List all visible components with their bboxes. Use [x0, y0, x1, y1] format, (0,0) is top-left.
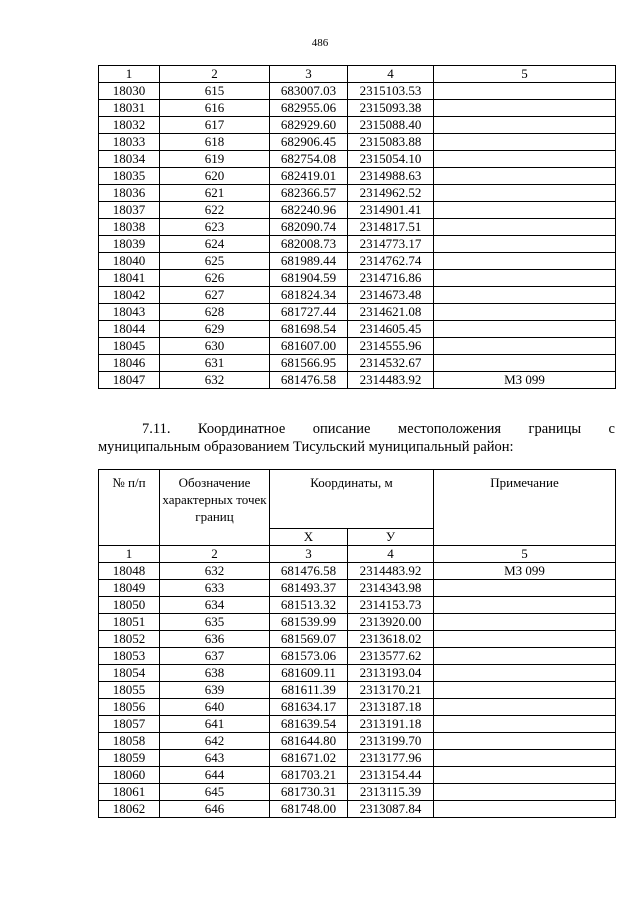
table-row — [99, 750, 616, 767]
table-row — [99, 219, 616, 236]
header-coordinates: Координаты, м — [270, 470, 434, 529]
cell-coord-x: 683007.03 — [270, 83, 348, 100]
cell-coord-x: 681611.39 — [270, 682, 348, 699]
cell-boundary-point: 624 — [160, 236, 270, 253]
cell-note — [434, 580, 616, 597]
column-number-row — [99, 66, 616, 83]
cell-note — [434, 202, 616, 219]
cell-coord-y: 2313618.02 — [348, 631, 434, 648]
cell-point-number: 18042 — [99, 287, 160, 304]
cell-point-number: 18055 — [99, 682, 160, 699]
cell-note — [434, 801, 616, 818]
cell-boundary-point: 633 — [160, 580, 270, 597]
cell-note — [434, 716, 616, 733]
cell-boundary-point: 619 — [160, 151, 270, 168]
cell-coord-x: 681569.07 — [270, 631, 348, 648]
cell-coord-y: 2313087.84 — [348, 801, 434, 818]
cell-boundary-point: 643 — [160, 750, 270, 767]
cell-point-number: 18060 — [99, 767, 160, 784]
cell-boundary-point: 641 — [160, 716, 270, 733]
cell-note — [434, 270, 616, 287]
table-row — [99, 304, 616, 321]
cell-boundary-point: 638 — [160, 665, 270, 682]
cell-coord-y: 2314773.17 — [348, 236, 434, 253]
column-number: 3 — [270, 546, 348, 563]
cell-point-number: 18057 — [99, 716, 160, 733]
cell-point-number: 18048 — [99, 563, 160, 580]
cell-boundary-point: 636 — [160, 631, 270, 648]
cell-point-number: 18052 — [99, 631, 160, 648]
cell-point-number: 18036 — [99, 185, 160, 202]
cell-coord-y: 2314343.98 — [348, 580, 434, 597]
cell-note — [434, 355, 616, 372]
page-number: 486 — [311, 37, 329, 49]
cell-note — [434, 338, 616, 355]
cell-boundary-point: 616 — [160, 100, 270, 117]
cell-point-number: 18039 — [99, 236, 160, 253]
cell-coord-y: 2314817.51 — [348, 219, 434, 236]
cell-note — [434, 648, 616, 665]
table-row — [99, 665, 616, 682]
cell-coord-x: 681513.32 — [270, 597, 348, 614]
cell-coord-y: 2314988.63 — [348, 168, 434, 185]
cell-point-number: 18041 — [99, 270, 160, 287]
cell-coord-y: 2314532.67 — [348, 355, 434, 372]
cell-note — [434, 614, 616, 631]
column-number: 3 — [270, 66, 348, 83]
cell-point-number: 18054 — [99, 665, 160, 682]
cell-boundary-point: 623 — [160, 219, 270, 236]
table-row — [99, 355, 616, 372]
cell-boundary-point: 642 — [160, 733, 270, 750]
table-row — [99, 648, 616, 665]
table-row — [99, 767, 616, 784]
cell-boundary-point: 637 — [160, 648, 270, 665]
cell-boundary-point: 639 — [160, 682, 270, 699]
header-note: Примечание — [434, 470, 616, 546]
cell-coord-x: 681989.44 — [270, 253, 348, 270]
cell-coord-x: 681727.44 — [270, 304, 348, 321]
cell-boundary-point: 646 — [160, 801, 270, 818]
cell-note — [434, 134, 616, 151]
cell-coord-y: 2314153.73 — [348, 597, 434, 614]
cell-note — [434, 750, 616, 767]
header-designation: Обозначение характерных точек границ — [160, 470, 270, 546]
cell-note — [434, 236, 616, 253]
header-y: У — [348, 529, 434, 546]
cell-boundary-point: 625 — [160, 253, 270, 270]
table-row — [99, 253, 616, 270]
cell-point-number: 18061 — [99, 784, 160, 801]
cell-coord-x: 681730.31 — [270, 784, 348, 801]
cell-coord-y: 2313191.18 — [348, 716, 434, 733]
column-number: 2 — [160, 546, 270, 563]
cell-coord-y: 2314962.52 — [348, 185, 434, 202]
cell-coord-x: 681644.80 — [270, 733, 348, 750]
table-row — [99, 83, 616, 100]
table-row — [99, 100, 616, 117]
cell-boundary-point: 627 — [160, 287, 270, 304]
cell-coord-y: 2313177.96 — [348, 750, 434, 767]
column-number-row — [99, 546, 616, 563]
cell-coord-x: 681539.99 — [270, 614, 348, 631]
cell-coord-y: 2315083.88 — [348, 134, 434, 151]
cell-coord-x: 682754.08 — [270, 151, 348, 168]
cell-coord-x: 681493.37 — [270, 580, 348, 597]
cell-coord-y: 2314483.92 — [348, 372, 434, 389]
cell-point-number: 18049 — [99, 580, 160, 597]
cell-point-number: 18034 — [99, 151, 160, 168]
column-number: 4 — [348, 66, 434, 83]
cell-note — [434, 631, 616, 648]
cell-boundary-point: 626 — [160, 270, 270, 287]
cell-coord-y: 2313920.00 — [348, 614, 434, 631]
table-row — [99, 597, 616, 614]
cell-boundary-point: 640 — [160, 699, 270, 716]
cell-point-number: 18038 — [99, 219, 160, 236]
cell-coord-y: 2314483.92 — [348, 563, 434, 580]
cell-coord-y: 2313154.44 — [348, 767, 434, 784]
cell-note — [434, 168, 616, 185]
cell-note — [434, 682, 616, 699]
cell-point-number: 18037 — [99, 202, 160, 219]
cell-coord-x: 681566.95 — [270, 355, 348, 372]
table-row — [99, 580, 616, 597]
table-row — [99, 614, 616, 631]
table-row — [99, 202, 616, 219]
column-number: 2 — [160, 66, 270, 83]
column-number: 1 — [99, 66, 160, 83]
table-row — [99, 236, 616, 253]
table-row — [99, 716, 616, 733]
table-row — [99, 372, 616, 389]
cell-point-number: 18059 — [99, 750, 160, 767]
cell-coord-y: 2313199.70 — [348, 733, 434, 750]
column-number: 1 — [99, 546, 160, 563]
cell-coord-x: 681609.11 — [270, 665, 348, 682]
cell-coord-y: 2313577.62 — [348, 648, 434, 665]
cell-coord-y: 2314716.86 — [348, 270, 434, 287]
cell-boundary-point: 618 — [160, 134, 270, 151]
cell-note — [434, 287, 616, 304]
cell-point-number: 18043 — [99, 304, 160, 321]
table-row — [99, 321, 616, 338]
cell-point-number: 18047 — [99, 372, 160, 389]
cell-coord-y: 2313187.18 — [348, 699, 434, 716]
cell-boundary-point: 617 — [160, 117, 270, 134]
cell-note — [434, 304, 616, 321]
table-row — [99, 784, 616, 801]
cell-coord-x: 682090.74 — [270, 219, 348, 236]
cell-boundary-point: 632 — [160, 563, 270, 580]
table-row — [99, 338, 616, 355]
cell-boundary-point: 622 — [160, 202, 270, 219]
table-row — [99, 682, 616, 699]
table-row — [99, 801, 616, 818]
cell-note — [434, 219, 616, 236]
cell-note — [434, 699, 616, 716]
header-x: Х — [270, 529, 348, 546]
table-row — [99, 185, 616, 202]
table-row — [99, 134, 616, 151]
cell-coord-x: 682240.96 — [270, 202, 348, 219]
cell-coord-x: 681824.34 — [270, 287, 348, 304]
cell-point-number: 18040 — [99, 253, 160, 270]
cell-note — [434, 733, 616, 750]
column-number: 5 — [434, 546, 616, 563]
section-heading-line-1: 7.11. Координатное описание местоположения границы с — [142, 421, 615, 437]
cell-coord-y: 2313193.04 — [348, 665, 434, 682]
cell-coord-y: 2314673.48 — [348, 287, 434, 304]
cell-note — [434, 253, 616, 270]
cell-coord-x: 682008.73 — [270, 236, 348, 253]
column-number: 5 — [434, 66, 616, 83]
cell-coord-y: 2314605.45 — [348, 321, 434, 338]
coordinates-table-continued — [98, 65, 616, 389]
cell-boundary-point: 644 — [160, 767, 270, 784]
table-row — [99, 168, 616, 185]
cell-point-number: 18035 — [99, 168, 160, 185]
cell-boundary-point: 645 — [160, 784, 270, 801]
cell-coord-x: 681671.02 — [270, 750, 348, 767]
cell-note — [434, 117, 616, 134]
cell-point-number: 18050 — [99, 597, 160, 614]
cell-boundary-point: 634 — [160, 597, 270, 614]
cell-coord-x: 682419.01 — [270, 168, 348, 185]
table-row — [99, 270, 616, 287]
cell-coord-y: 2315093.38 — [348, 100, 434, 117]
cell-point-number: 18044 — [99, 321, 160, 338]
cell-point-number: 18051 — [99, 614, 160, 631]
cell-note — [434, 83, 616, 100]
cell-coord-x: 681639.54 — [270, 716, 348, 733]
cell-point-number: 18031 — [99, 100, 160, 117]
cell-note — [434, 767, 616, 784]
section-heading-line-2: муниципальным образованием Тисульский муниципальный район: — [98, 439, 514, 455]
cell-boundary-point: 635 — [160, 614, 270, 631]
cell-note — [434, 784, 616, 801]
cell-coord-y: 2314621.08 — [348, 304, 434, 321]
column-number: 4 — [348, 546, 434, 563]
cell-note — [434, 100, 616, 117]
cell-point-number: 18046 — [99, 355, 160, 372]
cell-coord-x: 681476.58 — [270, 372, 348, 389]
cell-coord-x: 682955.06 — [270, 100, 348, 117]
section-heading — [98, 420, 615, 456]
cell-coord-x: 682906.45 — [270, 134, 348, 151]
cell-note — [434, 185, 616, 202]
table-row — [99, 563, 616, 580]
cell-note: МЗ 099 — [434, 563, 616, 580]
cell-point-number: 18056 — [99, 699, 160, 716]
cell-note — [434, 321, 616, 338]
coordinates-table-tisulsky — [98, 469, 616, 818]
cell-point-number: 18053 — [99, 648, 160, 665]
cell-coord-x: 681634.17 — [270, 699, 348, 716]
cell-coord-y: 2314901.41 — [348, 202, 434, 219]
table-row — [99, 151, 616, 168]
cell-coord-x: 681698.54 — [270, 321, 348, 338]
cell-boundary-point: 630 — [160, 338, 270, 355]
table-row — [99, 699, 616, 716]
cell-point-number: 18033 — [99, 134, 160, 151]
cell-boundary-point: 629 — [160, 321, 270, 338]
cell-coord-x: 682366.57 — [270, 185, 348, 202]
cell-coord-x: 681607.00 — [270, 338, 348, 355]
cell-boundary-point: 632 — [160, 372, 270, 389]
cell-coord-y: 2314555.96 — [348, 338, 434, 355]
cell-coord-y: 2315088.40 — [348, 117, 434, 134]
table-row — [99, 287, 616, 304]
cell-note — [434, 665, 616, 682]
cell-note — [434, 597, 616, 614]
cell-boundary-point: 628 — [160, 304, 270, 321]
table-row — [99, 733, 616, 750]
cell-coord-x: 682929.60 — [270, 117, 348, 134]
cell-coord-y: 2313115.39 — [348, 784, 434, 801]
cell-boundary-point: 615 — [160, 83, 270, 100]
cell-coord-y: 2315103.53 — [348, 83, 434, 100]
cell-note: МЗ 099 — [434, 372, 616, 389]
cell-point-number: 18032 — [99, 117, 160, 134]
table-row — [99, 117, 616, 134]
table-row — [99, 631, 616, 648]
cell-coord-x: 681573.06 — [270, 648, 348, 665]
cell-coord-x: 681703.21 — [270, 767, 348, 784]
cell-coord-y: 2314762.74 — [348, 253, 434, 270]
cell-point-number: 18045 — [99, 338, 160, 355]
cell-coord-x: 681904.59 — [270, 270, 348, 287]
cell-boundary-point: 631 — [160, 355, 270, 372]
cell-boundary-point: 620 — [160, 168, 270, 185]
cell-point-number: 18030 — [99, 83, 160, 100]
cell-note — [434, 151, 616, 168]
cell-point-number: 18062 — [99, 801, 160, 818]
cell-coord-y: 2313170.21 — [348, 682, 434, 699]
cell-coord-x: 681748.00 — [270, 801, 348, 818]
cell-point-number: 18058 — [99, 733, 160, 750]
cell-coord-x: 681476.58 — [270, 563, 348, 580]
cell-coord-y: 2315054.10 — [348, 151, 434, 168]
cell-boundary-point: 621 — [160, 185, 270, 202]
header-num: № п/п — [99, 470, 160, 546]
